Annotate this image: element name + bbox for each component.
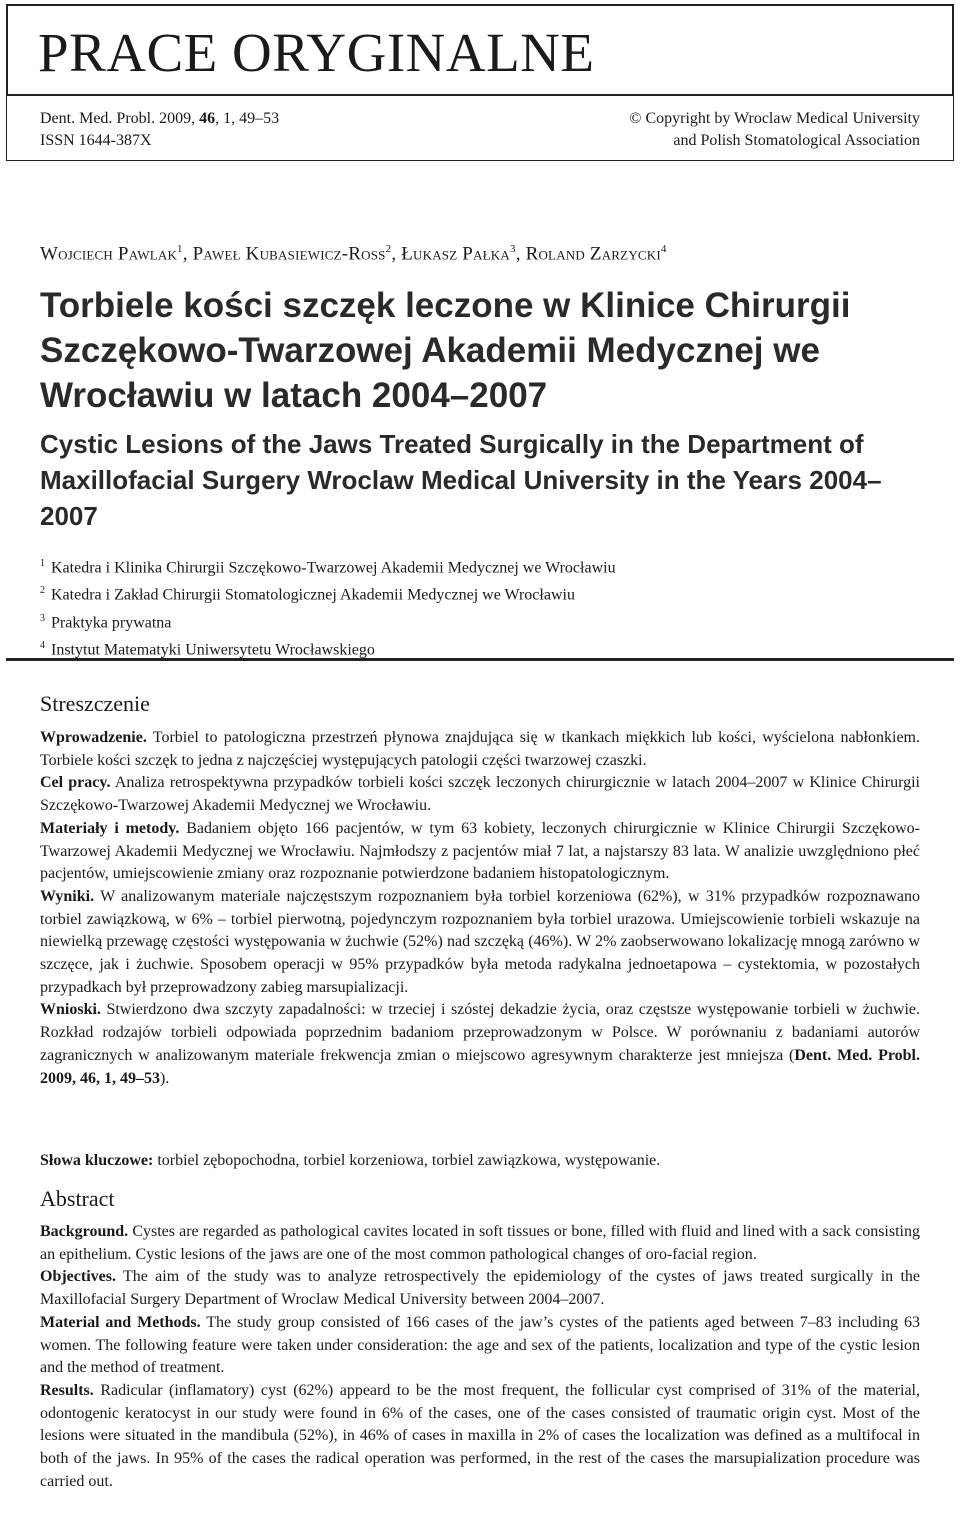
paragraph-label: Wprowadzenie. [40, 729, 147, 746]
author-name: Łukasz Pałka [401, 243, 510, 265]
paragraph-label: Background. [40, 1223, 129, 1240]
affiliation-item: $^3$ Praktyka prywatna [40, 612, 172, 631]
frame-line-bottom [6, 160, 954, 161]
abstract-paragraph: Materiały i metody. Badaniem objęto 166 pacjentów, w tym 63 kobiety, leczonych chirurgicznie w Klinice Chirurgii Szczękowo-Twarzowej Akademii Medycznej we Wrocławiu. Najmłodszy z pacjentów miał 7 lat, a najstarszy 83 lata. W analizie uwzględniono płeć pacjentów, umiejscowienie zmiany oraz rozpoznanie potwierdzone badaniem histopatologicznym. [40, 819, 921, 883]
paragraph-label: Materiały i metody. [40, 819, 180, 837]
paragraph-label: Wyniki. [40, 887, 95, 905]
abstract-paragraph: Material and Methods. The study group consisted of 166 cases of the jaw’s cystes of the patients aged between 7–83 including 63 women. The following feature were taken under consideration: the age and sex of the patients, localization and type of the cystic lesion and the method of treatment. [40, 1313, 921, 1377]
abstract-paragraph: Wprowadzenie. Torbiel to patologiczna przestrzeń płynowa znajdująca się w tkankach miękkich lub kości, wyścielona nabłonkiem. Torbiele kości szczęk to jedna z najczęściej występujących patologii części twarzowej czaszki. [40, 729, 920, 769]
abstract-paragraph: Wyniki. W analizowanym materiale najczęstszym rozpoznaniem była torbiel korzeniowa (62%), w 31% przypadków rozpoznawano torbiel zawiązkową, w 6% – torbiel pierwotną, pojedynczym rozpoznaniem była torbiel urazowa. Umiejscowienie torbieli wskazuje na niewielką przewagę częstości występowania w żuchwie (52%) nad szczęką (46%). W 2% zaobserwowano lokalizację mnogą zarówno w szczęce, jak i żuchwie. Sposobem operacji w 95% przypadków była metoda radykalna jednoetapowa – cystektomia, w pozostałych przypadkach był przeprowadzony zabieg marsupializacji. [40, 887, 920, 996]
section-title: PRACE ORYGINALNE [38, 22, 595, 83]
abstract-paragraph: Results. Radicular (inflamatory) cyst (62%) appeard to be the most frequent, the follicular cyst comprised of 31% of the material, odontogenic keratocyst in our study were found in 6% of the cases, one of the cases consisted of traumatic origin cyst. Most of the lesions were situated in the mandibula (52%), in 46% of cases in maxilla in 2% of cases the localization was defined as a multifocal in both of the jaws. In 95% of the cases the radical operation was performed, in the rest of the cases the marsupialization procedure was carried out. [40, 1381, 920, 1490]
journal-volume: 46 [199, 110, 216, 127]
abstract-body [40, 1221, 920, 1493]
streszczenie-heading: Streszczenie [40, 691, 150, 716]
affiliation-item: $^2$ Katedra i Zakład Chirurgii Stomatologicznej Akademii Medycznej we Wrocławiu [40, 585, 575, 604]
frame-line-left [6, 96, 7, 160]
article-title-english: Cystic Lesions of the Jaws Treated Surgically in the Department of Maxillofacial Surgery Wroclaw Medical University in the Years 2004–2007 [40, 429, 882, 531]
keywords-label: Słowa kluczowe: [40, 1152, 154, 1169]
author-name: Wojciech Pawlak [40, 243, 178, 265]
frame-line-right [953, 96, 954, 160]
affiliation-list [40, 552, 616, 661]
author-list: Wojciech Pawlak$^1$, Paweł Kubasiewicz-Ross$^2$, Łukasz Pałka$^3$, Roland Zarzycki$^4$ [40, 243, 667, 265]
author-affiliation-mark: 2 [385, 243, 392, 255]
author-affiliation-mark: 4 [660, 243, 667, 255]
paragraph-label: Wnioski. [40, 1001, 101, 1019]
author-affiliation-mark: 3 [509, 243, 516, 255]
section-banner [6, 4, 954, 96]
author-affiliation-mark: 1 [177, 243, 183, 255]
affiliation-item: $^1$ Katedra i Klinika Chirurgii Szczękowo-Twarzowej Akademii Medycznej we Wrocławiu [40, 558, 616, 577]
journal-citation: Dent. Med. Probl. 2009, 46, 1, 49–53 ISSN 1644-387X [40, 108, 279, 152]
affiliation-item: $^4$ Instytut Matematyki Uniwersytetu Wrocławskiego [40, 639, 375, 659]
paragraph-label: Material and Methods. [40, 1313, 201, 1331]
abstract-heading: Abstract [40, 1186, 115, 1211]
paragraph-label: Objectives. [40, 1268, 116, 1286]
paragraph-label: Cel pracy. [40, 774, 111, 792]
journal-issn: ISSN 1644-387X [40, 132, 152, 149]
keywords-text: torbiel zębopochodna, torbiel korzeniowa, torbiel zawiązkowa, występowanie. [153, 1152, 661, 1169]
copyright-notice: © Copyright by Wroclaw Medical University and Polish Stomatological Association [629, 110, 920, 149]
article-title-polish: Torbiele kości szczęk leczone w Klinice Chirurgii Szczękowo-Twarzowej Akademii Medycznej we Wrocławiu w latach 2004–2007 [40, 286, 851, 415]
section-divider [6, 658, 954, 661]
author-name: Roland Zarzycki [525, 243, 661, 265]
abstract-paragraph: Wnioski. Stwierdzono dwa szczyty zapadalności: w trzeciej i szóstej dekadzie życia, oraz częstsze występowanie torbieli w żuchwie. Rozkład rodzajów torbieli odpowiada poprzednim badaniom przeprowadzonym w Polsce. W porównaniu z badaniami autorów zagranicznych w analizowanym materiale frekwencja zmian o miejscowo agresywnym charakterze jest mniejsza (Dent. Med. Probl. 2009, 46, 1, 49–53). [40, 1001, 920, 1087]
paragraph-label: Results. [40, 1381, 94, 1399]
abstract-paragraph: Cel pracy. Analiza retrospektywna przypadków torbieli kości szczęk leczonych chirurgicznie w latach 2004–2007 w Klinice Chirurgii Szczękowo-Twarzowej Akademii Medycznej we Wrocławiu. [40, 774, 921, 815]
abstract-paragraph: Background. Cystes are regarded as pathological cavites located in soft tissues or bone, filled with fluid and lined with a sack consisting an epithelium. Cystic lesions of the jaws are one of the most common pathological changes of oro-facial region. [40, 1223, 920, 1263]
streszczenie-body [40, 727, 920, 1090]
keywords [40, 1150, 920, 1173]
author-name: Paweł Kubasiewicz-Ross [192, 243, 386, 265]
citation: Dent. Med. Probl. 2009, 46, 1, 49–53 [40, 1046, 920, 1087]
abstract-paragraph: Objectives. The aim of the study was to analyze retrospectively the epidemiology of the cystes of jaws treated surgically in the Maxillofacial Surgery Department of Wroclaw Medical University between 2004–2007. [40, 1268, 920, 1309]
